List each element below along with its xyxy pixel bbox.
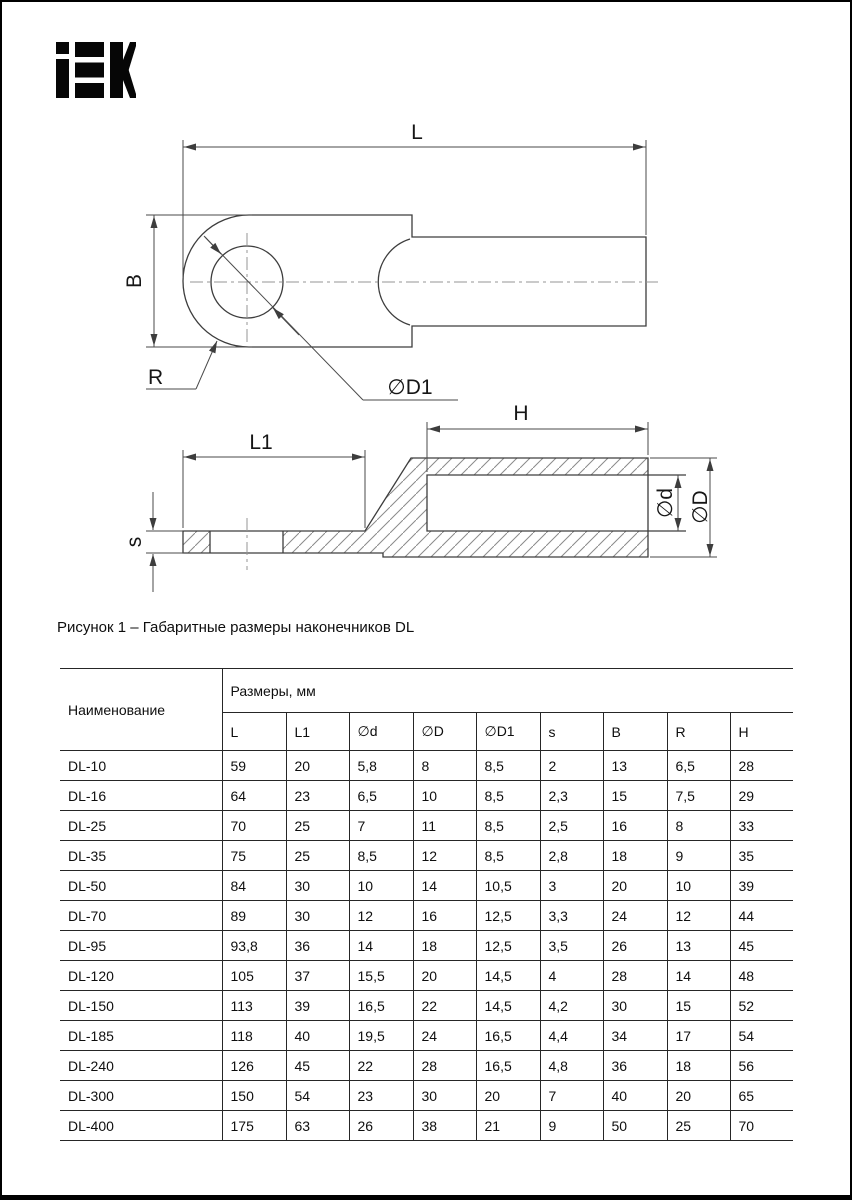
table-row: [60, 961, 793, 991]
row-value: 38: [413, 1111, 476, 1141]
barrel-bore-outline: [427, 475, 686, 531]
header-row-group: [60, 669, 793, 713]
column-header: ∅d: [349, 713, 413, 751]
row-value: 25: [286, 811, 349, 841]
row-value: 15,5: [349, 961, 413, 991]
table-row: [60, 751, 793, 781]
row-value: 18: [667, 1051, 730, 1081]
row-value: 64: [222, 781, 286, 811]
row-value: 44: [730, 901, 793, 931]
row-value: 17: [667, 1021, 730, 1051]
row-name: DL-95: [60, 931, 222, 961]
table-row: [60, 901, 793, 931]
label-D1: ∅D1: [387, 376, 433, 399]
row-value: 33: [730, 811, 793, 841]
row-value: 14: [349, 931, 413, 961]
dimension-L1: [183, 431, 365, 528]
row-value: 30: [286, 901, 349, 931]
row-value: 52: [730, 991, 793, 1021]
row-value: 126: [222, 1051, 286, 1081]
label-L1: L1: [249, 431, 273, 454]
row-value: 36: [603, 1051, 667, 1081]
label-d: ∅d: [654, 488, 677, 518]
row-value: 19,5: [349, 1021, 413, 1051]
row-value: 23: [349, 1081, 413, 1111]
row-name: DL-400: [60, 1111, 222, 1141]
row-value: 12,5: [476, 931, 540, 961]
row-value: 4: [540, 961, 603, 991]
row-value: 15: [603, 781, 667, 811]
row-name: DL-150: [60, 991, 222, 1021]
row-value: 2,3: [540, 781, 603, 811]
row-value: 11: [413, 811, 476, 841]
row-value: 45: [730, 931, 793, 961]
row-value: 24: [413, 1021, 476, 1051]
row-value: 105: [222, 961, 286, 991]
column-header: s: [540, 713, 603, 751]
row-value: 30: [413, 1081, 476, 1111]
column-header: R: [667, 713, 730, 751]
row-name: DL-25: [60, 811, 222, 841]
row-value: 26: [349, 1111, 413, 1141]
row-value: 14,5: [476, 991, 540, 1021]
row-value: 9: [667, 841, 730, 871]
table-row: [60, 1021, 793, 1051]
row-value: 4,2: [540, 991, 603, 1021]
row-value: 18: [603, 841, 667, 871]
row-value: 5,8: [349, 751, 413, 781]
row-value: 8,5: [476, 811, 540, 841]
row-value: 2,5: [540, 811, 603, 841]
row-value: 16,5: [476, 1021, 540, 1051]
row-name: DL-50: [60, 871, 222, 901]
row-value: 20: [413, 961, 476, 991]
row-value: 8,5: [476, 751, 540, 781]
column-header: B: [603, 713, 667, 751]
row-value: 30: [286, 871, 349, 901]
row-value: 24: [603, 901, 667, 931]
row-value: 48: [730, 961, 793, 991]
row-value: 16: [603, 811, 667, 841]
row-value: 23: [286, 781, 349, 811]
row-value: 8,5: [476, 781, 540, 811]
row-value: 8: [413, 751, 476, 781]
lug-outline-top-view: [183, 215, 646, 347]
row-value: 37: [286, 961, 349, 991]
row-value: 3,3: [540, 901, 603, 931]
row-value: 113: [222, 991, 286, 1021]
row-value: 65: [730, 1081, 793, 1111]
row-name: DL-16: [60, 781, 222, 811]
section-hatching: [183, 458, 648, 557]
row-value: 54: [286, 1081, 349, 1111]
row-name: DL-300: [60, 1081, 222, 1111]
row-value: 15: [667, 991, 730, 1021]
column-header: L1: [286, 713, 349, 751]
row-value: 14: [413, 871, 476, 901]
row-value: 39: [286, 991, 349, 1021]
row-value: 25: [286, 841, 349, 871]
row-value: 84: [222, 871, 286, 901]
row-value: 50: [603, 1111, 667, 1141]
row-value: 30: [603, 991, 667, 1021]
table-row: [60, 1111, 793, 1141]
row-value: 36: [286, 931, 349, 961]
row-value: 6,5: [667, 751, 730, 781]
label-B: B: [123, 273, 146, 289]
row-value: 6,5: [349, 781, 413, 811]
row-value: 40: [603, 1081, 667, 1111]
row-value: 89: [222, 901, 286, 931]
row-value: 16: [413, 901, 476, 931]
row-value: 28: [730, 751, 793, 781]
label-D: ∅D: [689, 490, 712, 524]
row-value: 16,5: [476, 1051, 540, 1081]
column-header-sizes-group: Размеры, мм: [222, 669, 793, 713]
row-value: 10: [667, 871, 730, 901]
table-row: [60, 781, 793, 811]
column-header: H: [730, 713, 793, 751]
row-value: 45: [286, 1051, 349, 1081]
row-value: 25: [667, 1111, 730, 1141]
row-value: 22: [413, 991, 476, 1021]
side-view: [123, 402, 717, 592]
row-value: 8: [667, 811, 730, 841]
row-value: 4,8: [540, 1051, 603, 1081]
row-value: 54: [730, 1021, 793, 1051]
column-header-name: Наименование: [60, 669, 222, 751]
row-value: 12: [413, 841, 476, 871]
row-value: 12: [667, 901, 730, 931]
dimension-B: [123, 215, 252, 347]
row-value: 10,5: [476, 871, 540, 901]
row-value: 70: [222, 811, 286, 841]
row-name: DL-240: [60, 1051, 222, 1081]
row-value: 14: [667, 961, 730, 991]
row-value: 93,8: [222, 931, 286, 961]
row-value: 28: [603, 961, 667, 991]
row-value: 20: [286, 751, 349, 781]
table-row: [60, 931, 793, 961]
row-value: 13: [667, 931, 730, 961]
row-value: 28: [413, 1051, 476, 1081]
table-row: [60, 811, 793, 841]
row-value: 18: [413, 931, 476, 961]
row-name: DL-10: [60, 751, 222, 781]
row-value: 22: [349, 1051, 413, 1081]
row-value: 7,5: [667, 781, 730, 811]
row-value: 40: [286, 1021, 349, 1051]
row-name: DL-70: [60, 901, 222, 931]
row-value: 14,5: [476, 961, 540, 991]
row-value: 3: [540, 871, 603, 901]
row-value: 75: [222, 841, 286, 871]
column-header: ∅D1: [476, 713, 540, 751]
row-value: 20: [603, 871, 667, 901]
row-value: 150: [222, 1081, 286, 1111]
row-value: 10: [413, 781, 476, 811]
row-value: 20: [667, 1081, 730, 1111]
row-value: 175: [222, 1111, 286, 1141]
row-value: 12,5: [476, 901, 540, 931]
label-H: H: [513, 402, 529, 425]
row-value: 4,4: [540, 1021, 603, 1051]
dimension-L: [183, 121, 646, 278]
row-value: 29: [730, 781, 793, 811]
row-value: 7: [540, 1081, 603, 1111]
row-value: 2: [540, 751, 603, 781]
row-value: 63: [286, 1111, 349, 1141]
row-value: 59: [222, 751, 286, 781]
label-s: s: [123, 536, 146, 548]
row-value: 16,5: [349, 991, 413, 1021]
row-value: 9: [540, 1111, 603, 1141]
top-view: [123, 121, 658, 400]
row-name: DL-120: [60, 961, 222, 991]
row-value: 8,5: [349, 841, 413, 871]
row-value: 12: [349, 901, 413, 931]
table-row: [60, 871, 793, 901]
row-value: 13: [603, 751, 667, 781]
row-value: 70: [730, 1111, 793, 1141]
row-value: 34: [603, 1021, 667, 1051]
label-L: L: [411, 121, 423, 144]
dimension-d: [654, 475, 678, 531]
figure-caption: Рисунок 1 – Габаритные размеры наконечников DL: [57, 619, 415, 636]
table-row: [60, 841, 793, 871]
row-value: 26: [603, 931, 667, 961]
row-value: 118: [222, 1021, 286, 1051]
table-row: [60, 1051, 793, 1081]
row-value: 2,8: [540, 841, 603, 871]
label-R: R: [148, 366, 164, 389]
row-value: 39: [730, 871, 793, 901]
table-row: [60, 1081, 793, 1111]
row-name: DL-35: [60, 841, 222, 871]
column-header: L: [222, 713, 286, 751]
row-value: 35: [730, 841, 793, 871]
table-body: [60, 751, 793, 1141]
row-value: 56: [730, 1051, 793, 1081]
column-header: ∅D: [413, 713, 476, 751]
table-row: [60, 991, 793, 1021]
row-name: DL-185: [60, 1021, 222, 1051]
row-value: 8,5: [476, 841, 540, 871]
row-value: 21: [476, 1111, 540, 1141]
dimension-R: [146, 341, 217, 389]
dimensions-table: [60, 668, 793, 1141]
dimension-s: [123, 492, 184, 592]
row-value: 20: [476, 1081, 540, 1111]
row-value: 10: [349, 871, 413, 901]
row-value: 7: [349, 811, 413, 841]
row-value: 3,5: [540, 931, 603, 961]
